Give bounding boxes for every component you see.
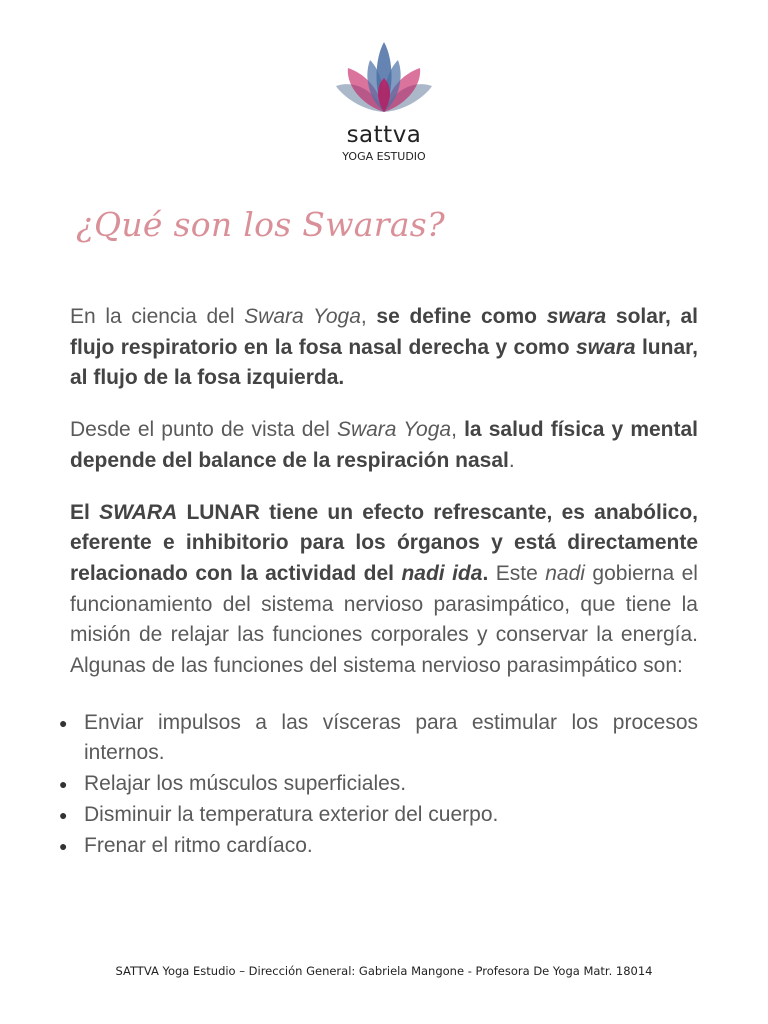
bullet-icon: ●: [59, 714, 68, 731]
text-run-italic: nadi: [545, 561, 585, 585]
text-run-italic: Swara Yoga: [244, 305, 361, 328]
page-title: ¿Qué son los Swaras?: [76, 205, 446, 244]
bullet-icon: ●: [59, 776, 68, 793]
list-item: ● Enviar impulsos a las vísceras para estimular los procesos internos.: [70, 708, 698, 769]
brand-subtitle: YOGA ESTUDIO: [342, 150, 426, 163]
paragraph-swara-definition: [70, 302, 698, 394]
text-run-bold: El SWARA LUNAR tiene un efecto refrescante, es anabólico, eferente e inhibitorio para los órganos y está directamente relacionado con la actividad del nadi ida.: [70, 500, 698, 585]
text-run-bold: se define como swara solar, al flujo respiratorio en la fosa nasal derecha y como swara lunar, al flujo de la fosa izquierda.: [70, 305, 698, 390]
brand-name: sattva: [346, 122, 422, 148]
text-run-italic: Swara Yoga: [336, 418, 452, 442]
article-body: [59, 302, 699, 861]
text-run: En la ciencia del: [70, 305, 245, 328]
paragraph-swara-lunar: [70, 498, 698, 682]
list-item: ● Relajar los músculos superficiales.: [70, 769, 698, 800]
text-run: Este: [488, 561, 546, 585]
text-run: ,: [360, 305, 377, 328]
paragraph-health-balance: [70, 415, 698, 476]
text-run: Desde el punto de vista del: [70, 418, 337, 442]
list-item: ● Disminuir la temperatura exterior del cuerpo.: [70, 800, 698, 831]
text-run-bold: la salud física y mental depende del balance de la respiración nasal: [70, 418, 699, 472]
logo: [0, 40, 768, 163]
lotus-icon: [334, 40, 434, 118]
bullet-icon: ●: [59, 806, 68, 823]
footer: SATTVA Yoga Estudio – Dirección General: Gabriela Mangone - Profesora De Yoga Matr. 18014: [115, 964, 653, 978]
function-list: [59, 708, 698, 862]
list-item: ● Frenar el ritmo cardíaco.: [70, 831, 698, 862]
text-run: gobierna el funcionamiento del sistema nervioso parasimpático, que tiene la misión de relajar las funciones corporales y conservar la energía. Algunas de las funciones del sistema nervioso parasimpático son:: [70, 561, 698, 678]
bullet-icon: ●: [59, 837, 68, 854]
text-run: ,: [451, 418, 465, 442]
text-run: .: [508, 448, 515, 472]
